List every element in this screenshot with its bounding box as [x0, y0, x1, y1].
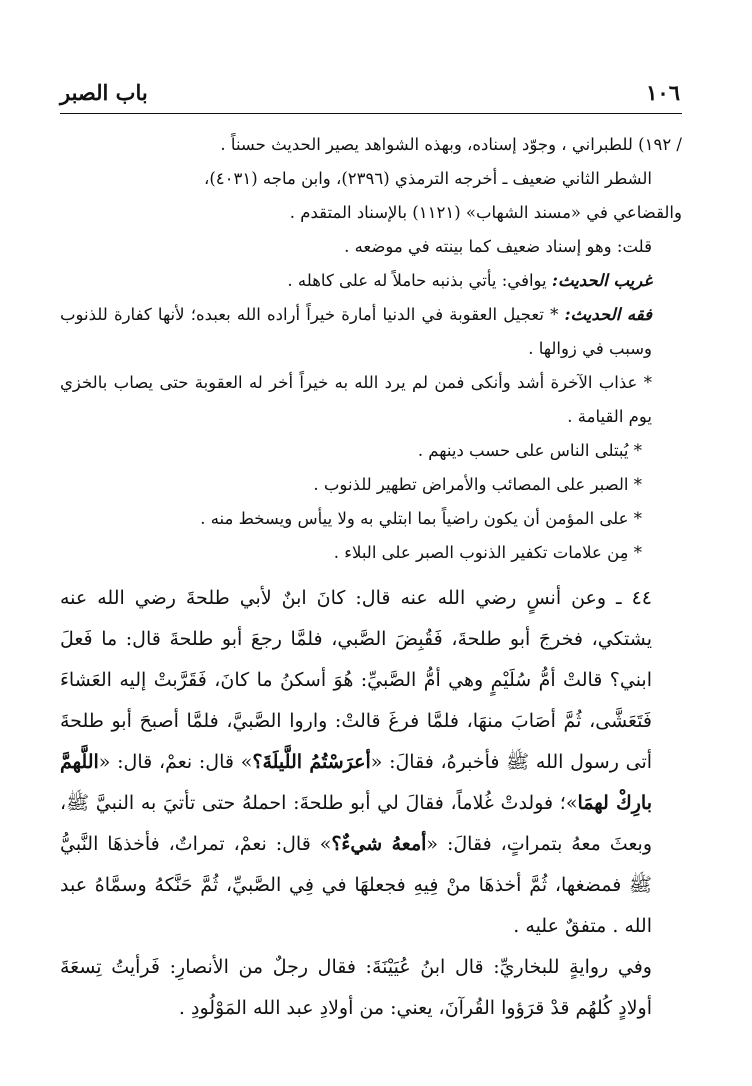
prophet-quote: اللَّهمَّ بارِكْ لهمَا — [60, 751, 652, 814]
page-header — [60, 80, 680, 108]
fiqh-point: * عذاب الآخرة أشد وأنكى فمن لم يرد الله به خيراً أخر له العقوبة حتى يصاب بالخزي يوم القيامة . — [60, 373, 652, 426]
hadith-text: ٤٤ ـ وعن أنسٍ رضي الله عنه قال: كانَ ابنٌ لأبي طلحةَ رضي الله عنه يشتكي، فخرجَ أبو طلحةَ، فَقُبِضَ الصَّبي، فلمَّا رجعَ أبو طلحةَ قال: ما فَعلَ ابني؟ قالتْ أمُّ سُلَيْمٍ وهي أمُّ الصَّبيِّ: هُوَ أسكنُ ما كانَ، فَقَرَّبتْ إليه العَشاءَ فَتَعَشَّى، ثُمَّ أصَابَ منهَا، فلمَّا فرغَ قالتْ: واروا الصَّبيَّ، فلمَّا أصبحَ أبو طلحةَ أتى رسول الله ﷺ فأخبرهُ، فقالَ: « — [60, 587, 653, 773]
gharib-section — [60, 264, 682, 298]
fiqh-point: * يُبتلى الناس على حسب دينهم . — [417, 441, 642, 460]
page-number: ١٠٦ — [646, 80, 680, 105]
prophet-quote: أعرَسْتُمُ اللَّيلَةَ؟ — [252, 751, 371, 773]
fiqh-point: * مِن علامات تكفير الذنوب الصبر على البلاء . — [333, 543, 642, 562]
prophet-quote: أمعهُ شيءٌ؟ — [331, 833, 427, 855]
hadith-text: » قال: نعمْ، قال: « — [98, 751, 253, 773]
hadith-text: » قال: نعمْ، تمراتٌ، فأخذهَا النَّبيُّ ﷺ فمضغها، ثُمَّ أخذهَا منْ فِيهِ فجعلهَا في فِي الصَّبيِّ، ثُمَّ حَنَّكهُ وسمَّاهُ عبد الله . متفقٌ عليه . — [60, 833, 652, 937]
fiqh-label: فقه الحديث: — [564, 305, 652, 324]
gharib-text: يوافي: يأتي بذنبه حاملاً له على كاهله . — [287, 271, 552, 290]
page-body — [60, 128, 682, 1029]
fiqh-text: * تعجيل العقوبة في الدنيا أمارة خيراً أراده الله بعبده؛ لأنها كفارة للذنوب وسبب في زوالها . — [60, 305, 652, 358]
takhrij-paragraph: الشطر الثاني ضعيف ـ أخرجه الترمذي (٢٣٩٦)، وابن ماجه (٤٠٣١)، — [204, 169, 652, 188]
bukhari-narration: وفي روايةٍ للبخاريِّ: قال ابنُ عُيَيْنَةَ: فقال رجلٌ من الأنصارِ: فَرأيتُ تِسعَةَ أولادٍ كُلهُم قدْ قرَؤوا القُرآنَ، يعني: من أولادِ عبد الله المَوْلُودِ . — [60, 956, 652, 1019]
hadith-text: »؛ فولدتْ غُلاماً، فقالَ لي أبو طلحةَ: احملهُ حتى تأتيَ به النبيَّ ﷺ، وبعثَ معهُ بتمراتٍ، فقالَ: « — [60, 792, 652, 855]
footnote-continuation: / ١٩٢) للطبراني ، وجوّد إسناده، وبهذه الشواهد يصير الحديث حسناً . — [220, 135, 682, 154]
fiqh-section — [60, 298, 682, 366]
hadith-44 — [60, 578, 682, 947]
header-rule — [60, 113, 682, 114]
fiqh-point: * الصبر على المصائب والأمراض تطهير للذنوب . — [313, 475, 642, 494]
fiqh-point: * على المؤمن أن يكون راضياً بما ابتلي به ولا ييأس ويسخط منه . — [200, 509, 642, 528]
takhrij-continuation: والقضاعي في «مسند الشهاب» (١١٢١) بالإسناد المتقدم . — [289, 203, 682, 222]
gharib-label: غريب الحديث: — [551, 271, 652, 290]
author-note: قلت: وهو إسناد ضعيف كما بينته في موضعه . — [344, 237, 652, 256]
chapter-title: باب الصبر — [60, 80, 148, 105]
